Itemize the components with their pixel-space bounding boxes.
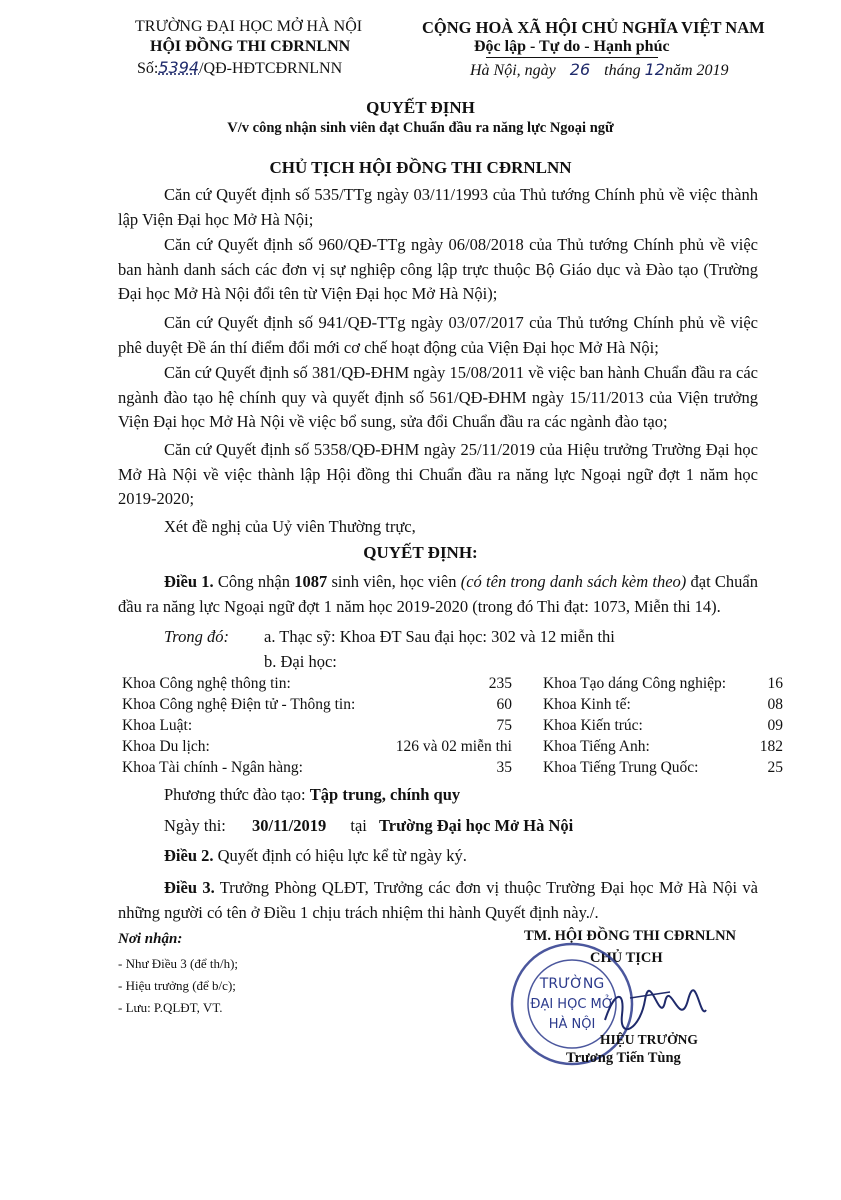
exam-date: 30/11/2019	[252, 816, 327, 835]
faculty-count: 60	[496, 695, 512, 713]
authority-title: CHỦ TỊCH HỘI ĐỒNG THI CĐRNLNN	[269, 158, 572, 177]
faculties-left-table	[122, 673, 512, 778]
article-1-count: 1087	[294, 572, 328, 591]
faculty-name: Khoa Kiến trúc:	[543, 716, 643, 734]
table-row	[122, 673, 512, 694]
training-mode-label: Phương thức đào tạo:	[164, 785, 306, 804]
date-month: 12	[644, 60, 665, 79]
masters-line: a. Thạc sỹ: Khoa ĐT Sau đại học: 302 và 12 miễn thi	[264, 627, 615, 646]
article-1-note: (có tên trong danh sách kèm theo)	[460, 572, 687, 591]
faculty-name: Khoa Tài chính - Ngân hàng:	[122, 758, 303, 776]
recipients-title: Nơi nhận:	[118, 931, 183, 947]
document-subject: V/v công nhận sinh viên đạt Chuẩn đầu ra năng lực Ngoại ngữ	[227, 120, 614, 136]
stamp-text-bot: HÀ NỘI	[548, 1017, 596, 1032]
signature-line-1: TM. HỘI ĐỒNG THI CĐRNLNN	[524, 928, 737, 944]
decision-heading: QUYẾT ĐỊNH:	[363, 543, 478, 562]
preamble-6: Xét đề nghị của Uỷ viên Thường trực,	[164, 517, 416, 536]
faculty-name: Khoa Tiếng Trung Quốc:	[543, 758, 699, 776]
table-row	[543, 673, 783, 694]
handwritten-signature-icon	[600, 980, 710, 1040]
training-mode-value: Tập trung, chính quy	[309, 785, 461, 804]
article-2-label: Điều 2.	[164, 846, 214, 865]
table-row	[122, 694, 512, 715]
faculty-name: Khoa Du lịch:	[122, 737, 210, 755]
motto-underline	[486, 57, 658, 58]
faculty-count: 75	[496, 716, 512, 734]
faculty-count: 235	[488, 674, 512, 692]
signer-name: Trương Tiến Tùng	[566, 1050, 681, 1066]
date-day: 26	[569, 60, 591, 79]
date-month-label: tháng	[604, 62, 641, 79]
table-row	[543, 757, 783, 778]
date-year: năm 2019	[664, 62, 729, 79]
faculty-name: Khoa Luật:	[122, 716, 193, 734]
exam-at: tại	[350, 816, 367, 835]
table-row	[543, 736, 783, 757]
article-3-text: Trưởng Phòng QLĐT, Trưởng các đơn vị thuộc Trường Đại học Mở Hà Nội và những người có tên ở Điều 1 chịu trách nhiệm thi hành Quyết định này./.	[118, 878, 759, 922]
article-2	[164, 846, 467, 866]
preamble-5: Căn cứ Quyết định số 5358/QĐ-ĐHM ngày 25/11/2019 của Hiệu trưởng Trường Đại học Mở Hà Nội về việc thành lập Hội đồng thi Chuẩn đầu ra năng lực Ngoại ngữ đợt 1 năm học 2019-2020;	[118, 440, 758, 508]
table-row	[543, 715, 783, 736]
stamp-text-mid: ĐẠI HỌC MỞ	[530, 997, 614, 1012]
article-1-label: Điều 1.	[164, 572, 214, 591]
recipient-item: - Lưu: P.QLĐT, VT.	[118, 1000, 223, 1015]
undergrad-label: b. Đại học:	[264, 652, 337, 671]
exam-place: Trường Đại học Mở Hà Nội	[379, 816, 574, 835]
preamble-2: Căn cứ Quyết định số 960/QĐ-TTg ngày 06/08/2018 của Thủ tướng Chính phủ về việc ban hành danh sách các đơn vị sự nghiệp công lập trực thuộc Bộ Giáo dục và Đào tạo (Trường Đại học Mở Hà Nội đổi tên từ Viện Đại học Mở Hà Nội);	[118, 235, 758, 303]
recipient-item: - Hiệu trưởng (để b/c);	[118, 978, 236, 993]
number-handwritten: 5394	[158, 58, 200, 77]
number-suffix: /QĐ-HĐTCĐRNLNN	[199, 60, 343, 77]
date-prefix: Hà Nội, ngày	[470, 62, 556, 79]
faculty-name: Khoa Tạo dáng Công nghiệp:	[543, 674, 727, 692]
article-1-text-c: đạt Chuẩn đầu ra năng lực Ngoại ngữ đợt 1 năm học 2019-2020 (trong đó Thi đạt: 1073, Miễn thi 14).	[118, 572, 758, 616]
decision-number	[137, 58, 342, 78]
faculty-name: Khoa Công nghệ thông tin:	[122, 674, 291, 692]
motto: Độc lập - Tự do - Hạnh phúc	[474, 38, 670, 55]
article-3	[118, 876, 758, 925]
number-prefix: Số:	[137, 60, 159, 77]
faculty-count: 09	[767, 716, 783, 734]
faculty-count: 35	[496, 758, 512, 776]
issue-date	[470, 60, 729, 80]
article-1	[118, 570, 758, 619]
table-row	[122, 736, 512, 757]
trong-do-label: Trong đó:	[164, 627, 229, 646]
exam-info	[164, 816, 573, 836]
document-title: QUYẾT ĐỊNH	[366, 98, 475, 117]
council-name: HỘI ĐỒNG THI CĐRNLNN	[150, 38, 351, 55]
table-row	[122, 757, 512, 778]
training-mode	[164, 785, 460, 805]
article-2-text: Quyết định có hiệu lực kể từ ngày ký.	[217, 846, 467, 865]
preamble-3: Căn cứ Quyết định số 941/QĐ-TTg ngày 03/07/2017 của Thủ tướng Chính phủ về việc phê duyệt Đề án thí điểm đổi mới cơ chế hoạt động của Viện Đại học Mở Hà Nội;	[118, 313, 758, 357]
faculties-right-table	[543, 673, 783, 778]
faculty-count: 182	[759, 737, 783, 755]
article-1-text-b: sinh viên, học viên	[331, 572, 457, 591]
faculty-count: 16	[767, 674, 783, 692]
faculty-name: Khoa Công nghệ Điện tử - Thông tin:	[122, 695, 356, 713]
signature-title: HIỆU TRƯỞNG	[600, 1032, 698, 1047]
table-row	[122, 715, 512, 736]
faculty-name: Khoa Tiếng Anh:	[543, 737, 650, 755]
preamble-1: Căn cứ Quyết định số 535/TTg ngày 03/11/1993 của Thủ tướng Chính phủ về việc thành lập Viện Đại học Mở Hà Nội;	[118, 185, 758, 229]
faculty-count: 08	[767, 695, 783, 713]
article-1-text-a: Công nhận	[217, 572, 290, 591]
faculty-count: 126 và 02 miễn thi	[395, 737, 512, 755]
stamp-text-top: TRƯỜNG	[539, 976, 605, 992]
recipient-item: - Như Điều 3 (để th/h);	[118, 956, 239, 971]
school-name: TRƯỜNG ĐẠI HỌC MỞ HÀ NỘI	[135, 18, 363, 35]
signature-line-2: CHỦ TỊCH	[590, 950, 663, 966]
country-name: CỘNG HOÀ XÃ HỘI CHỦ NGHĨA VIỆT NAM	[422, 18, 765, 37]
article-3-label: Điều 3.	[164, 878, 215, 897]
preamble-4: Căn cứ Quyết định số 381/QĐ-ĐHM ngày 15/08/2011 về việc ban hành Chuẩn đầu ra các ngành đào tạo hệ chính quy và quyết định số 561/QĐ-ĐHM ngày 15/11/2013 của Viện trưởng Viện Đại học Mở Hà Nội về việc bổ sung, sửa đổi Chuẩn đầu ra các ngành đào tạo;	[118, 363, 758, 431]
table-row	[543, 694, 783, 715]
faculty-count: 25	[767, 758, 783, 776]
exam-date-label: Ngày thi:	[164, 816, 226, 835]
faculty-name: Khoa Kinh tế:	[543, 695, 631, 713]
